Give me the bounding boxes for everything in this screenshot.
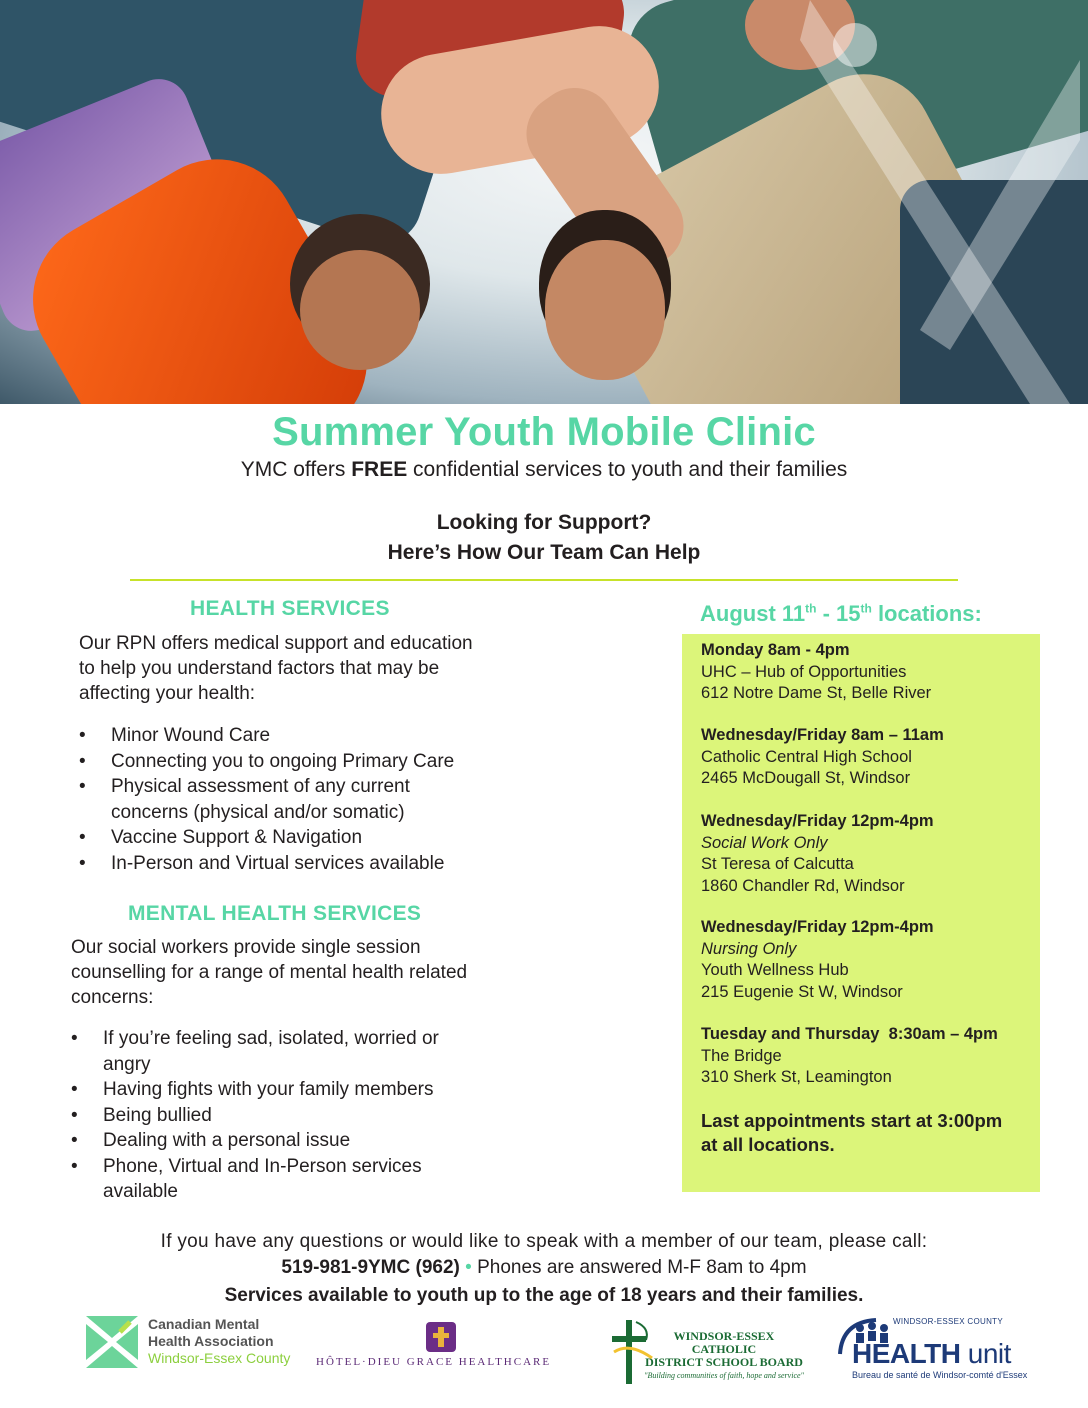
- health-services-description: Our RPN offers medical support and education to help you understand factors that may be affecting your health:: [79, 633, 473, 704]
- cmha-logo-icon: [86, 1316, 138, 1368]
- location-entry: Wednesday/Friday 12pm-4pm Social Work Only St Teresa of Calcutta 1860 Chandler Rd, Windsor: [701, 812, 934, 895]
- availability-note: Services available to youth up to the age of 18 years and their families.: [224, 1285, 864, 1306]
- health-unit-bottom-text: Bureau de santé de Windsor-comté d'Essex: [852, 1370, 1028, 1380]
- hero-image-alt: [0, 0, 1, 1]
- location-entry: Tuesday and Thursday 8:30am – 4pm The Bridge 310 Sherk St, Leamington: [701, 1025, 998, 1086]
- hdgh-cross-icon: [424, 1320, 458, 1354]
- list-item: • Minor Wound Care: [79, 725, 271, 746]
- health-unit-logo-text: HEALTH unit: [852, 1338, 1011, 1369]
- location-entry: Monday 8am - 4pm UHC – Hub of Opportunities 612 Notre Dame St, Belle River: [701, 641, 932, 702]
- hero-photo: [0, 0, 1088, 404]
- mental-health-list: [71, 1026, 439, 1205]
- hdgh-logo-text: HÔTEL·DIEU GRACE HEALTHCARE: [316, 1356, 552, 1368]
- watermark-x-icon: [800, 0, 1080, 404]
- health-unit-top-text: WINDSOR-ESSEX COUNTY: [893, 1317, 1004, 1326]
- list-item: • Vaccine Support & Navigation: [79, 827, 363, 848]
- divider-line: [130, 579, 958, 581]
- location-entry: Wednesday/Friday 8am – 11am Catholic Central High School 2465 McDougall St, Windsor: [701, 726, 944, 787]
- health-services-heading: HEALTH SERVICES: [190, 597, 390, 620]
- list-item: • Dealing with a personal issue: [71, 1130, 351, 1151]
- list-item: • If you’re feeling sad, isolated, worried or angry: [71, 1028, 439, 1075]
- last-appointment-note: Last appointments start at 3:00pm at all locations.: [701, 1110, 1003, 1155]
- list-item: • Phone, Virtual and In-Person services available: [71, 1155, 422, 1202]
- support-heading: Looking for Support? Here’s How Our Team Can Help: [387, 511, 701, 564]
- list-item: • Connecting you to ongoing Primary Care: [79, 750, 455, 772]
- mental-health-heading: MENTAL HEALTH SERVICES: [128, 902, 422, 925]
- mental-health-description: Our social workers provide single session counselling for a range of mental health related concerns:: [71, 937, 468, 1008]
- location-entry: Wednesday/Friday 12pm-4pm Nursing Only Youth Wellness Hub 215 Eugenie St W, Windsor: [701, 918, 934, 1001]
- contact-question: If you have any questions or would like to speak with a member of our team, please call:: [160, 1231, 928, 1252]
- photo-face-center: [545, 240, 665, 380]
- list-item: • In-Person and Virtual services available: [79, 852, 445, 874]
- phone-number[interactable]: 519-981-9YMC (962): [281, 1257, 460, 1278]
- list-item: • Physical assessment of any current concerns (physical and/or somatic): [79, 776, 410, 823]
- list-item: • Having fights with your family members: [71, 1079, 434, 1100]
- wecdsb-logo-text: WINDSOR-ESSEX CATHOLIC DISTRICT SCHOOL BOARD "Building communities of faith, hope and service": [644, 1329, 804, 1380]
- list-item: • Being bullied: [71, 1104, 212, 1126]
- contact-phone-line: 519-981-9YMC (962) • Phones are answered M-F 8am to 4pm: [281, 1257, 807, 1278]
- cmha-logo-text: Canadian Mental Health Association Windsor-Essex County: [148, 1316, 291, 1366]
- page-title: Summer Youth Mobile Clinic: [272, 410, 816, 454]
- health-services-list: [79, 723, 454, 876]
- subtitle: YMC offers FREE confidential services to youth and their families: [240, 458, 848, 481]
- locations-heading: August 11th - 15th locations:: [700, 601, 982, 626]
- photo-face-left: [300, 250, 420, 370]
